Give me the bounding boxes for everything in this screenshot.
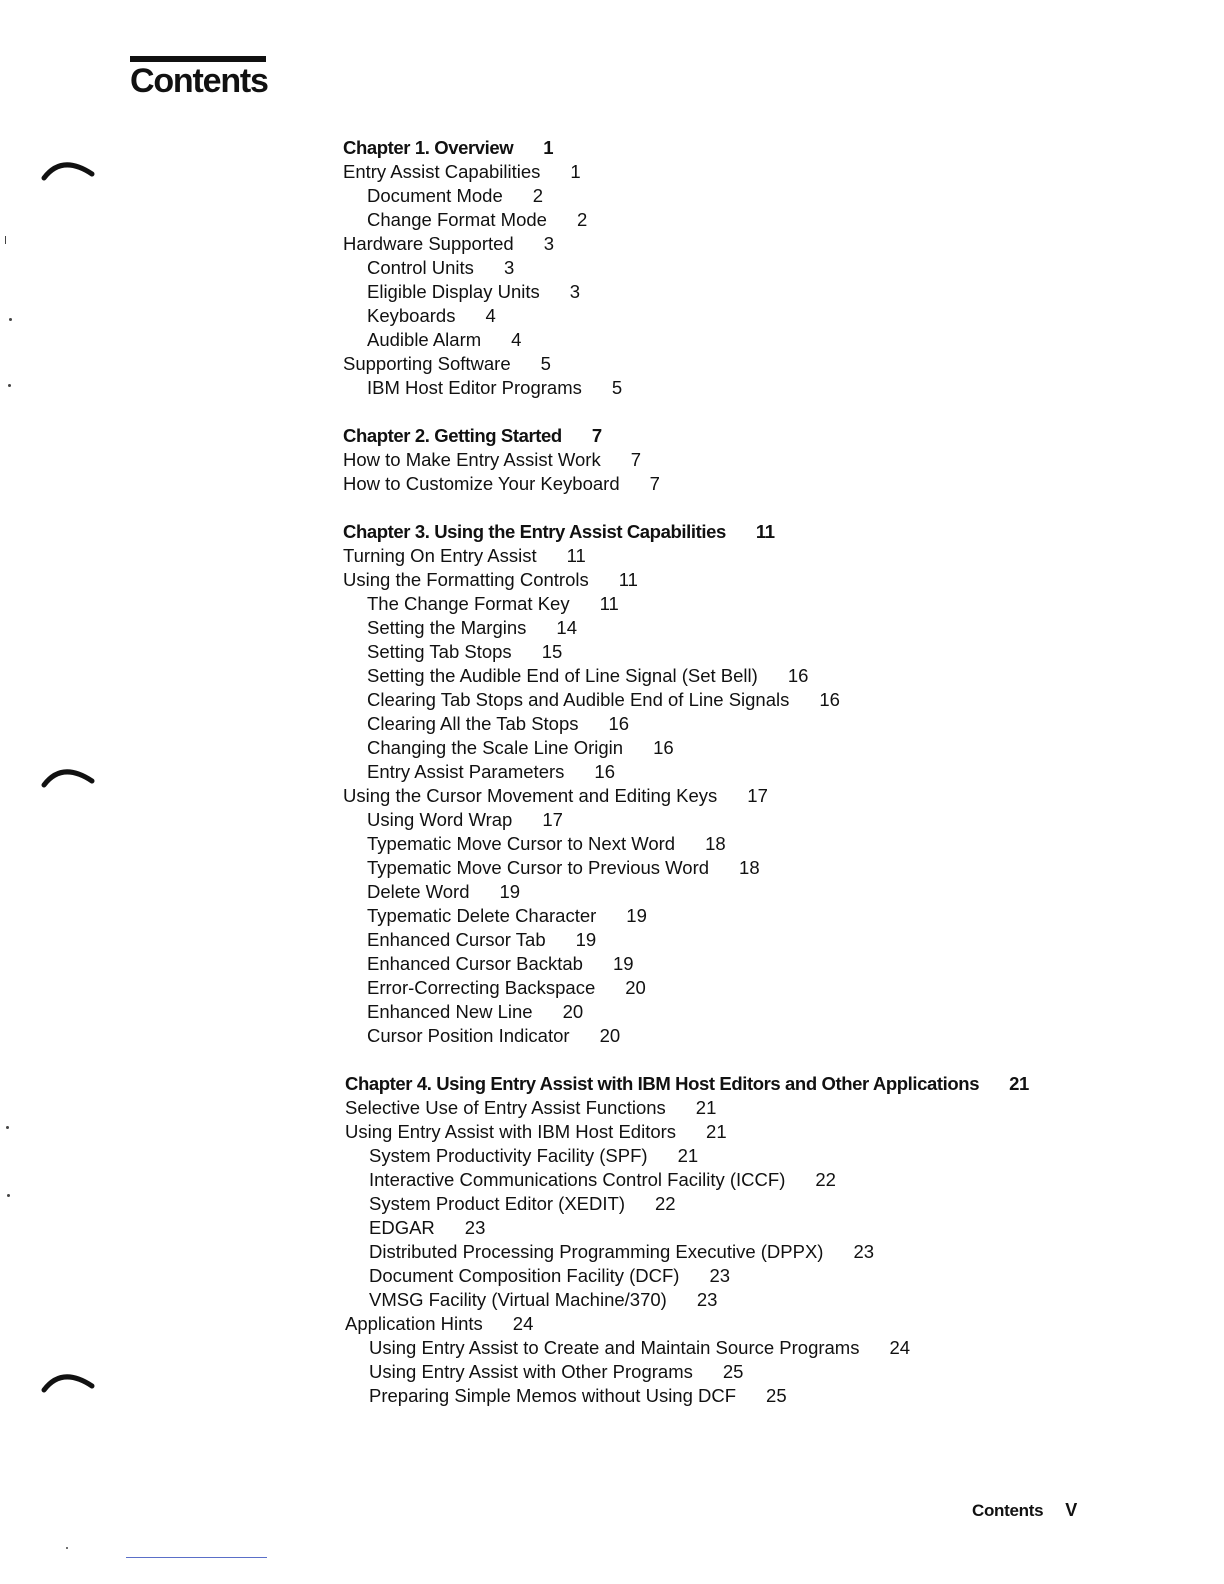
toc-entry-title: Hardware Supported [343, 233, 514, 254]
toc-page-number: 15 [541, 641, 563, 662]
toc-entry-title: Change Format Mode [367, 209, 547, 230]
toc-entry-title: Chapter 2. Getting Started [343, 425, 562, 446]
toc-subsection [369, 1192, 676, 1216]
toc-entry-title: Document Mode [367, 185, 503, 206]
toc-page-number: 22 [654, 1193, 676, 1214]
toc-subsection [367, 952, 634, 976]
toc-subsection [367, 280, 580, 304]
toc-entry-title: Chapter 4. Using Entry Assist with IBM Host Editors and Other Applications [345, 1073, 980, 1094]
bottom-rule [126, 1557, 267, 1558]
toc-subsection [367, 304, 496, 328]
toc-entry-title: How to Customize Your Keyboard [343, 473, 620, 494]
toc-entry-title: Clearing All the Tab Stops [367, 713, 579, 734]
toc-entry-title: Entry Assist Capabilities [343, 161, 541, 182]
toc-subsection [369, 1216, 485, 1240]
toc-page-number: 18 [705, 833, 726, 854]
footer-label: Contents [972, 1501, 1044, 1520]
toc-entry-title: System Productivity Facility (SPF) [369, 1145, 648, 1166]
toc-entry-title: Clearing Tab Stops and Audible End of Line Signals [367, 689, 790, 710]
toc-section [343, 232, 554, 256]
toc-entry-title: Eligible Display Units [367, 281, 540, 302]
toc-page-number: 16 [608, 713, 630, 734]
toc-subsection [367, 688, 840, 712]
toc-subsection [367, 256, 514, 280]
toc-page-number: 3 [569, 281, 581, 302]
toc-page-number: 21 [677, 1145, 699, 1166]
toc-page-number: 17 [747, 785, 768, 806]
toc-entry-title: IBM Host Editor Programs [367, 377, 582, 398]
toc-subsection [367, 1024, 620, 1048]
toc-subsection [367, 928, 596, 952]
toc-section [345, 1312, 533, 1336]
toc-entry-title: Chapter 3. Using the Entry Assist Capabilities [343, 521, 726, 542]
toc-section [343, 352, 551, 376]
toc-subsection [367, 808, 563, 832]
toc-page-number: 11 [755, 521, 775, 542]
toc-subsection [367, 712, 629, 736]
toc-page-number: 24 [889, 1337, 911, 1358]
toc-page-number: 19 [499, 881, 521, 902]
toc-page-number: 20 [562, 1001, 584, 1022]
toc-subsection [367, 832, 726, 856]
toc-entry-title: The Change Format Key [367, 593, 570, 614]
toc-entry-title: VMSG Facility (Virtual Machine/370) [369, 1289, 667, 1310]
toc-page-number: 16 [653, 737, 674, 758]
toc-entry-title: Selective Use of Entry Assist Functions [345, 1097, 666, 1118]
toc-subsection [367, 976, 646, 1000]
toc-entry-title: Supporting Software [343, 353, 511, 374]
toc-subsection [369, 1240, 874, 1264]
toc-page-number: 14 [556, 617, 577, 638]
toc-entry-title: Document Composition Facility (DCF) [369, 1265, 680, 1286]
toc-section [343, 472, 660, 496]
toc-entry-title: How to Make Entry Assist Work [343, 449, 601, 470]
toc-chapter [343, 520, 775, 544]
toc-chapter [345, 1072, 1029, 1096]
toc-entry-title: Application Hints [345, 1313, 483, 1334]
toc-subsection [367, 736, 674, 760]
toc-page-number: 17 [542, 809, 563, 830]
toc-subsection [369, 1168, 836, 1192]
toc-page-number: 7 [649, 473, 660, 494]
toc-section [343, 544, 586, 568]
toc-page-number: 4 [485, 305, 496, 326]
toc-page-number: 23 [464, 1217, 486, 1238]
toc-section [343, 784, 768, 808]
page-title: Contents [130, 62, 268, 100]
toc-entry-title: Distributed Processing Programming Executive (DPPX) [369, 1241, 824, 1262]
toc-entry-title: Typematic Delete Character [367, 905, 597, 926]
toc-subsection [367, 592, 619, 616]
toc-subsection [369, 1288, 717, 1312]
toc-entry-title: Using Entry Assist to Create and Maintain Source Programs [369, 1337, 860, 1358]
toc-page-number: 20 [599, 1025, 621, 1046]
toc-entry-title: Entry Assist Parameters [367, 761, 565, 782]
toc-entry-title: Enhanced Cursor Tab [367, 929, 546, 950]
toc-subsection [367, 640, 562, 664]
toc-subsection [369, 1336, 910, 1360]
toc-entry-title: Error-Correcting Backspace [367, 977, 596, 998]
scan-speck [9, 318, 12, 321]
page-footer [972, 1500, 1077, 1521]
toc-entry-title: Changing the Scale Line Origin [367, 737, 624, 758]
toc-section [345, 1096, 716, 1120]
punch-hole-mark [40, 755, 96, 795]
toc-entry-title: Using Word Wrap [367, 809, 513, 830]
toc-subsection [367, 616, 577, 640]
toc-page-number: 7 [591, 425, 602, 446]
toc-subsection [367, 1000, 583, 1024]
toc-page-number: 25 [766, 1385, 787, 1406]
toc-entry-title: Control Units [367, 257, 474, 278]
toc-entry-title: Setting the Margins [367, 617, 527, 638]
toc-page-number: 5 [611, 377, 623, 398]
punch-hole-mark [40, 148, 96, 188]
toc-entry-title: Interactive Communications Control Facility (ICCF) [369, 1169, 786, 1190]
toc-section [345, 1120, 727, 1144]
toc-entry-title: Preparing Simple Memos without Using DCF [369, 1385, 737, 1406]
toc-subsection [367, 184, 543, 208]
toc-page-number: 1 [543, 137, 554, 158]
toc-page-number: 18 [739, 857, 760, 878]
toc-entry-title: EDGAR [369, 1217, 435, 1238]
toc-subsection [369, 1264, 730, 1288]
toc-page-number: 19 [626, 905, 647, 926]
toc-page-number: 23 [696, 1289, 718, 1310]
toc-page-number: 11 [599, 593, 619, 614]
toc-page-number: 21 [1009, 1073, 1029, 1094]
toc-page-number: 5 [540, 353, 551, 374]
punch-hole-mark [40, 1360, 96, 1400]
toc-entry-title: Enhanced New Line [367, 1001, 533, 1022]
scan-speck [6, 1126, 9, 1129]
toc-entry-title: Keyboards [367, 305, 456, 326]
toc-page-number: 3 [543, 233, 555, 254]
toc-entry-title: Audible Alarm [367, 329, 482, 350]
toc-entry-title: Enhanced Cursor Backtab [367, 953, 583, 974]
toc-entry-title: Using Entry Assist with IBM Host Editors [345, 1121, 677, 1142]
toc-page-number: 2 [576, 209, 588, 230]
toc-subsection [367, 760, 615, 784]
toc-subsection [367, 208, 587, 232]
toc-subsection [367, 856, 760, 880]
toc-chapter [343, 136, 553, 160]
toc-entry-title: Using Entry Assist with Other Programs [369, 1361, 693, 1382]
toc-entry-title: Using the Formatting Controls [343, 569, 589, 590]
toc-page-number: 19 [575, 929, 597, 950]
toc-chapter [343, 424, 602, 448]
toc-page-number: 16 [819, 689, 840, 710]
toc-page-number: 21 [706, 1121, 727, 1142]
toc-subsection [369, 1384, 787, 1408]
toc-page-number: 4 [511, 329, 522, 350]
scan-speck [7, 1194, 10, 1197]
toc-subsection [369, 1144, 698, 1168]
toc-entry-title: Using the Cursor Movement and Editing Keys [343, 785, 718, 806]
toc-entry-title: Typematic Move Cursor to Next Word [367, 833, 676, 854]
toc-page-number: 7 [630, 449, 641, 470]
toc-subsection [367, 664, 808, 688]
scan-speck [5, 236, 6, 244]
toc-entry-title: Turning On Entry Assist [343, 545, 537, 566]
toc-page-number: 11 [566, 545, 586, 566]
toc-page-number: 1 [570, 161, 581, 182]
toc-subsection [369, 1360, 743, 1384]
toc-page-number: 23 [853, 1241, 875, 1262]
toc-subsection [367, 904, 647, 928]
toc-subsection [367, 880, 520, 904]
page-folio: V [1065, 1500, 1077, 1520]
toc-entry-title: Cursor Position Indicator [367, 1025, 570, 1046]
toc-section [343, 568, 638, 592]
toc-page-number: 19 [612, 953, 634, 974]
toc-page-number: 3 [503, 257, 515, 278]
toc-page-number: 11 [618, 569, 638, 590]
toc-subsection [367, 376, 622, 400]
toc-page-number: 23 [709, 1265, 731, 1286]
toc-page-number: 24 [512, 1313, 534, 1334]
toc-entry-title: Delete Word [367, 881, 470, 902]
toc-entry-title: System Product Editor (XEDIT) [369, 1193, 625, 1214]
toc-page-number: 2 [532, 185, 544, 206]
toc-section [343, 160, 581, 184]
scan-speck [8, 384, 11, 387]
toc-page-number: 20 [625, 977, 646, 998]
toc-entry-title: Chapter 1. Overview [343, 137, 514, 158]
toc-page-number: 21 [695, 1097, 717, 1118]
toc-subsection [367, 328, 521, 352]
toc-page-number: 16 [787, 665, 809, 686]
toc-page-number: 25 [722, 1361, 744, 1382]
toc-page-number: 22 [815, 1169, 836, 1190]
scan-speck [66, 1547, 68, 1549]
toc-entry-title: Typematic Move Cursor to Previous Word [367, 857, 710, 878]
toc-section [343, 448, 641, 472]
toc-page-number: 16 [594, 761, 615, 782]
toc-entry-title: Setting Tab Stops [367, 641, 512, 662]
toc-entry-title: Setting the Audible End of Line Signal (Set Bell) [367, 665, 758, 686]
